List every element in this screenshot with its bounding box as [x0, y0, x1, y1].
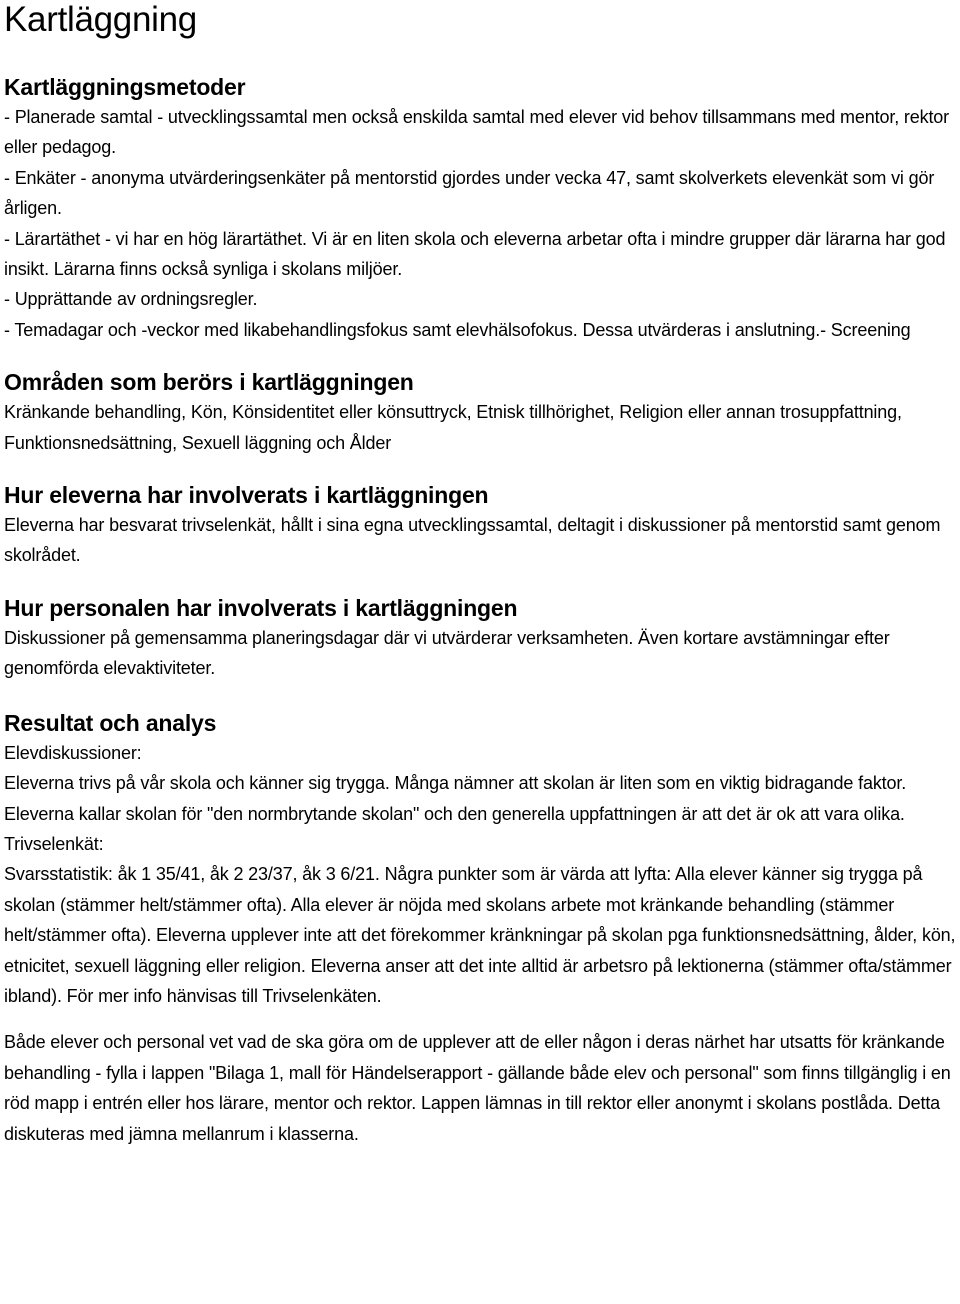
closing-text: Både elever och personal vet vad de ska göra om de upplever att de eller någon i deras närhet har utsatts för kränkande behandling - fylla i lappen "Bilaga 1, mall för Händelserapport - gällande både elev och personal" som finns tillgänglig i en röd mapp i entrén eller hos lärare, mentor och rektor. Lappen lämnas in till rektor eller anonymt i skolans postlåda. Detta diskuteras med jämna mellanrum i klasserna.: [4, 1032, 951, 1144]
areas-heading: Områden som berörs i kartläggningen: [4, 369, 414, 396]
pupils-section: [4, 480, 956, 571]
page-title: Kartläggning: [4, 0, 197, 39]
pupils-text: Eleverna har besvarat trivselenkät, hållt i sina egna utvecklingssamtal, deltagit i diskussioner på mentorstid samt genom skolrådet.: [4, 515, 941, 566]
method-item-planned-talks: - Planerade samtal - utvecklingssamtal men också enskilda samtal med elever vid behov tillsammans med mentor, rektor eller pedagog.: [4, 107, 950, 158]
methods-section: [4, 72, 956, 345]
staff-heading: Hur personalen har involverats i kartläggningen: [4, 594, 518, 621]
method-item-theme-days: - Temadagar och -veckor med likabehandlingsfokus samt elevhälsofokus. Dessa utvärderas i anslutning.- Screening: [4, 319, 911, 340]
survey-text: Svarsstatistik: åk 1 35/41, åk 2 23/37, åk 3 6/21. Några punkter som är värda att lyfta: Alla elever känner sig trygga på skolan (stämmer helt/stämmer ofta). Alla elever är nöjda med skolans arbete mot kränkande behandling (stämmer helt/stämmer ofta). Eleverna upplever inte att det förekommer kränkningar på skolan pga funktionsnedsättning, ålder, kön, etnicitet, sexuell läggning eller religion. Eleverna anser att det inte alltid är arbetsro på lektionerna (stämmer ofta/stämmer ibland). För mer info hänvisas till Trivselenkäten.: [4, 864, 956, 1006]
methods-heading: Kartläggningsmetoder: [4, 74, 246, 100]
paragraph-gap: [4, 1011, 956, 1027]
discussion-label: Elevdiskussioner:: [4, 742, 142, 763]
method-item-rules: - Upprättande av ordningsregler.: [4, 289, 258, 310]
method-item-teacher-density: - Lärartäthet - vi har en hög lärartäthet. Vi är en liten skola och eleverna arbetar ofta i mindre grupper där lärarna har god insikt. Lärarna finns också synliga i skolans miljöer.: [4, 228, 946, 280]
discussion-text: Eleverna trivs på vår skola och känner sig trygga. Många nämner att skolan är liten som en viktig bidragande faktor. Eleverna kallar skolan för "den normbrytande skolan" och den generella uppfattningen är att det är ok att vara olika.: [4, 773, 907, 824]
survey-label: Trivselenkät:: [4, 833, 104, 854]
areas-text: Kränkande behandling, Kön, Könsidentitet eller könsuttryck, Etnisk tillhörighet, Religion eller annan trosuppfattning, Funktionsnedsättning, Sexuell läggning och Ålder: [4, 402, 902, 453]
areas-section: [4, 367, 956, 458]
result-heading: Resultat och analys: [4, 709, 217, 736]
staff-text: Diskussioner på gemensamma planeringsdagar där vi utvärderar verksamheten. Även kortare avstämningar efter genomförda elevaktiviteter.: [4, 627, 890, 679]
result-section: [4, 708, 956, 1149]
staff-section: [4, 593, 956, 684]
method-item-surveys: - Enkäter - anonyma utvärderingsenkäter på mentorstid gjordes under vecka 47, samt skolverkets elevenkät som vi gör årligen.: [4, 167, 935, 219]
pupils-heading: Hur eleverna har involverats i kartläggningen: [4, 482, 489, 509]
